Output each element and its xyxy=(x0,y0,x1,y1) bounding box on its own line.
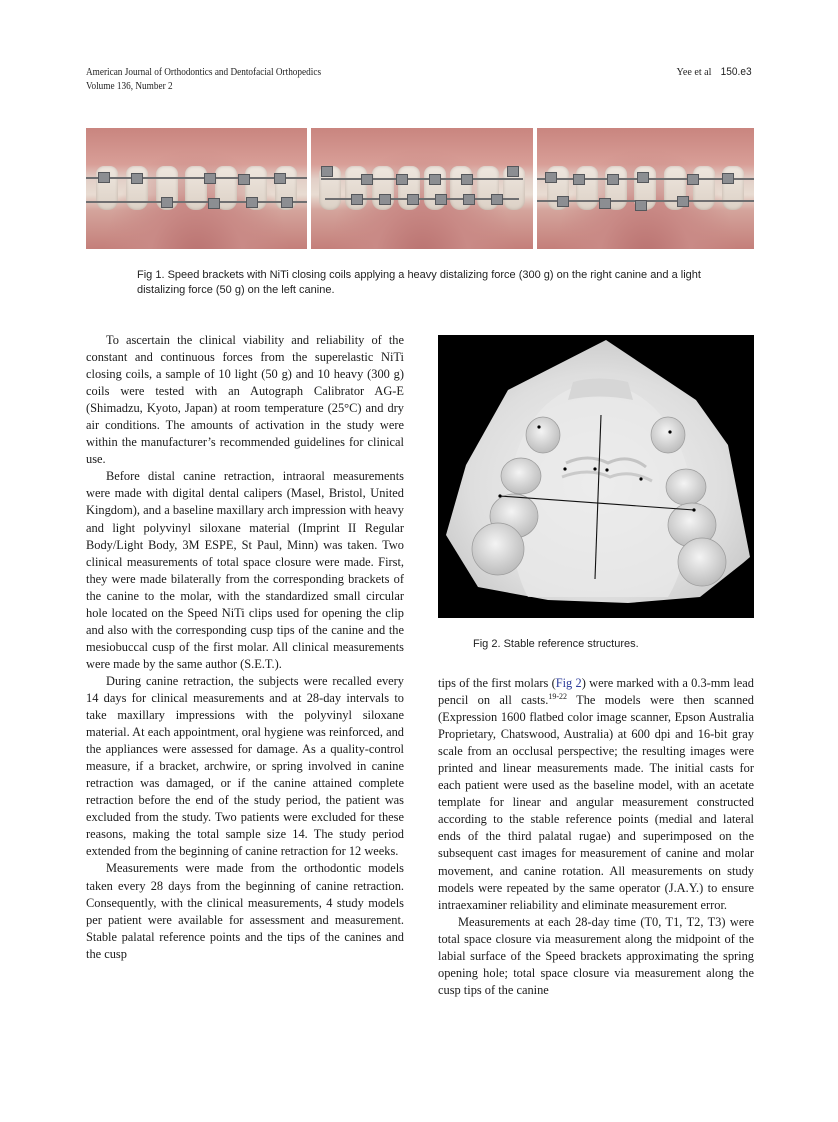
figure-1-caption: Fig 1. Speed brackets with NiTi closing coils applying a heavy distalizing force (300 g) on the right canine and a light distalizing force (50 g) on the left canine. xyxy=(137,269,701,296)
figure-2 xyxy=(438,335,754,618)
body-column-left xyxy=(86,332,404,963)
paragraph: Before distal canine retraction, intraoral measurements were made with digital dental calipers (Masel, Bristol, United Kingdom), and a baseline maxillary arch impression with heavy and light polyvinyl siloxane material (Imprint II Regular Body/Light Body, 3M ESPE, St Paul, Minn) was taken. Two clinical measurements of total space closure were made. First, they were made bilaterally from the corresponding brackets of the canine to the molar, with the standardized small circular hole located on the Speed NiTi clips used for opening the clip and also with the corresponding cusp tips of the canine and the mesiobuccal cusp of the first molar. All clinical measurements were made by the same author (S.E.T.). xyxy=(86,469,404,671)
paragraph: tips of the first molars (Fig 2) were marked with a 0.3-mm lead pencil on all casts.$^{19-22}$ The models were then scanned (Expression 1600 flatbed color image scanner, Epson Australia Proprietary, Chatswood, Australia) at 600 dpi and 16-bit gray scale from an occlusal perspective; the resulting images were printed and linear measurements made. The initial casts for each patient were used as the baseline model, with an acetate template for linear and angular measurement constructed according to the stable reference points (medial and lateral ends of the third palatal rugae) and superimposed on the subsequent cast images for measurement of canine and molar movement, and canine rotation. All measurements on study models were repeated by the same operator (J.A.Y.) to ensure intraexaminer reliability and eliminate measurement error. xyxy=(438,676,754,912)
maxillary-cast-image xyxy=(438,335,754,618)
running-header-right xyxy=(677,65,752,79)
archwire xyxy=(86,201,307,203)
running-header-left xyxy=(86,66,321,94)
journal-title: American Journal of Orthodontics and Dentofacial Orthopedics xyxy=(86,67,322,78)
citation-reference[interactable]: 19-22 xyxy=(548,691,568,701)
paragraph: Measurements at each 28-day time (T0, T1, T2, T3) were total space closure via measurement along the midpoint of the labial surface of the Speed brackets approximating the spring opening hole; total space closure via measurement along the cusp tips of the canine xyxy=(438,914,754,997)
running-authors: Yee et al xyxy=(676,66,712,78)
page-number: 150.e3 xyxy=(721,66,752,78)
body-column-right xyxy=(438,675,754,999)
paragraph: Measurements were made from the orthodontic models taken every 28 days from the beginning of canine retraction. Consequently, with the clinical measurements, 4 study models per patient were available for assessment and measurement. Stable palatal reference points and the tips of the canines and the cusp xyxy=(86,861,404,961)
figure-1 xyxy=(86,128,754,249)
intraoral-photo-right xyxy=(86,128,307,249)
paragraph: To ascertain the clinical viability and reliability of the constant and continuous forces from the superelastic NiTi closing coils, a sample of 10 light (50 g) and 10 heavy (300 g) coils were tested with an Autograph Calibrator AG-E (Shimadzu, Kyoto, Japan) at room temperature (25°C) and dry air conditions. The amounts of activation in the study were within the manufacturer’s recommended guidelines for clinical use. xyxy=(86,333,404,467)
intraoral-photo-frontal xyxy=(311,128,533,249)
paragraph: During canine retraction, the subjects were recalled every 14 days for clinical measurements and at 28-day intervals to take maxillary impressions with the polyvinyl siloxane material. At each appointment, oral hygiene was reinforced, and the appliances were assessed for damage. As a quality-control measure, if a bracket, archwire, or spring involved in canine retraction was damaged, or if the canine attained complete retraction before the end of the study period, the patient was excluded from the study. Two patients were excluded for these reasons, making the total sample size 14. The study period extended from the beginning of canine retraction for 12 weeks. xyxy=(86,673,404,859)
archwire xyxy=(321,178,523,180)
intraoral-photo-left xyxy=(537,128,754,249)
journal-volume: Volume 136, Number 2 xyxy=(86,81,173,92)
figure-2-caption: Fig 2. Stable reference structures. xyxy=(473,638,639,650)
figure-2-link[interactable]: Fig 2 xyxy=(555,676,582,690)
